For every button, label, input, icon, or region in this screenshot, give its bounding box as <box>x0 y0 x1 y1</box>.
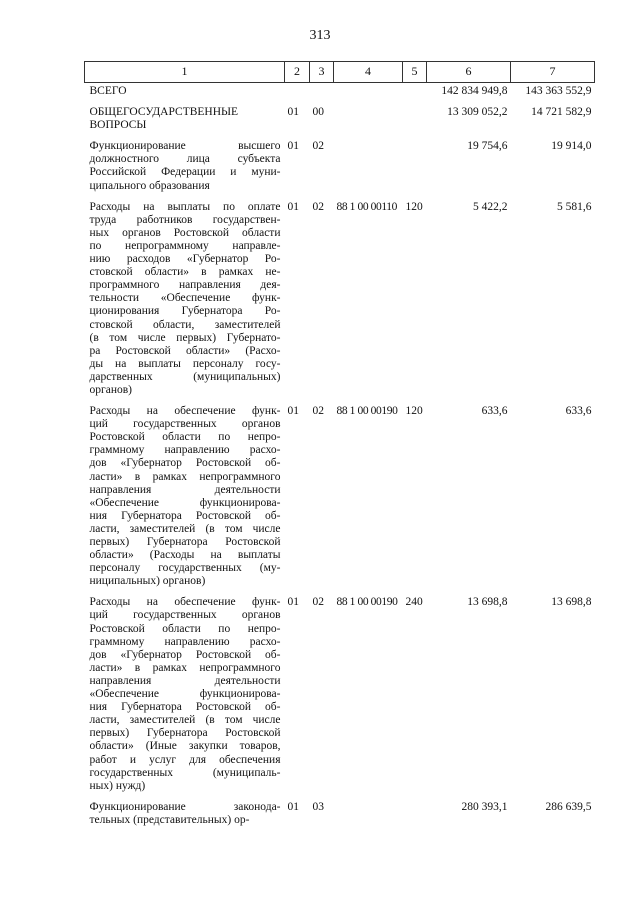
row-name-line: ОБЩЕГОСУДАРСТВЕННЫЕ <box>89 106 239 119</box>
row-name-line: стовской области» в рамках не- <box>89 266 281 279</box>
column-header-target-article: 4 <box>334 62 403 83</box>
table-header-row <box>85 62 595 83</box>
row-name-line: нию расходов «Губернатор Ро- <box>89 253 281 266</box>
row-name-line: области» (Иные закупки товаров, <box>89 740 281 753</box>
row-name-line: первых) Губернатора Ростовской <box>89 727 281 740</box>
column-header-amount-year-1: 6 <box>427 62 511 83</box>
row-name-line: дов «Губернатор Ростовской об- <box>89 648 281 661</box>
row-amount-year-1: 19 754,6 <box>467 140 508 153</box>
row-subsection-code: 02 <box>312 140 324 153</box>
row-name-line: персоналу государственных (му- <box>89 562 281 575</box>
row-name-line: граммному направлению расхо- <box>89 635 281 648</box>
row-amount-year-2: 14 721 582,9 <box>531 106 592 119</box>
row-expense-type <box>403 138 427 198</box>
row-name-line: области» (Расходы на выплаты <box>89 549 281 562</box>
row-name <box>85 799 285 833</box>
row-amount-year-2: 143 363 552,9 <box>525 85 592 97</box>
row-name-line: ды на выплаты персоналу госу- <box>89 357 281 370</box>
row-name-line: граммному направлению расхо- <box>89 444 281 457</box>
row-name-line: по непрограммному направле- <box>89 239 281 252</box>
row-subsection-code: 02 <box>312 596 324 609</box>
row-name-line: «Обеспечение функционирова- <box>89 496 281 509</box>
table-row <box>85 138 595 198</box>
row-target-article: 88 1 00 00110 <box>336 200 397 213</box>
row-name-line: работ и услуг для обеспечения <box>89 753 281 766</box>
row-subsection-code <box>310 83 334 105</box>
budget-table <box>84 61 595 833</box>
row-name <box>85 138 285 198</box>
row-section-code: 01 <box>287 800 299 813</box>
column-header-section: 2 <box>285 62 310 83</box>
row-amount-year-1: 13 309 052,2 <box>447 106 508 119</box>
row-name-line: ниципальных) органов) <box>89 575 206 588</box>
table-row <box>85 83 595 105</box>
row-amount-year-1: 280 393,1 <box>461 800 508 813</box>
page-number: 313 <box>309 28 331 43</box>
row-name-line: государственных (муниципаль- <box>89 766 281 779</box>
row-name-line: ций государственных органов <box>89 418 281 431</box>
row-amount-year-2: 286 639,5 <box>545 800 592 813</box>
row-expense-type <box>403 83 427 105</box>
row-name-line: труда работников государствен- <box>89 213 281 226</box>
row-target-article: 88 1 00 00190 <box>336 405 398 418</box>
row-section-code: 01 <box>287 405 299 418</box>
row-name-line: тельных (представительных) ор- <box>89 813 250 826</box>
row-name-line: ласти, заместителей (в том числе <box>89 714 281 727</box>
row-name-line: ных органов Ростовской области <box>89 226 281 239</box>
row-name-line: дов «Губернатор Ростовской об- <box>89 457 281 470</box>
row-name-line: ципального образования <box>89 179 210 192</box>
row-section-code: 01 <box>287 140 299 153</box>
row-target-article: 88 1 00 00190 <box>336 596 398 609</box>
row-target-article <box>334 138 403 198</box>
row-name-line: ВСЕГО <box>89 85 127 97</box>
row-subsection-code: 03 <box>312 800 324 813</box>
row-amount-year-1: 633,6 <box>481 405 508 418</box>
row-name-line: направления деятельности <box>89 674 281 687</box>
row-subsection-code: 02 <box>312 200 324 213</box>
row-name-line: органов) <box>89 383 132 396</box>
row-name-line: Расходы на выплаты по оплате <box>89 200 281 213</box>
row-expense-type <box>403 104 427 138</box>
row-name-line: ния Губернатора Ростовской об- <box>89 509 281 522</box>
row-name-line: ционирования Губернатора Ро- <box>89 305 281 318</box>
row-subsection-code: 00 <box>312 106 324 119</box>
row-target-article <box>334 799 403 833</box>
row-expense-type: 240 <box>405 596 423 609</box>
row-amount-year-2: 5 581,6 <box>557 200 592 213</box>
table-row <box>85 594 595 798</box>
row-name <box>85 594 285 798</box>
row-name-line: «Обеспечение функционирова- <box>89 688 281 701</box>
row-name-line: дарственных (муниципальных) <box>89 370 281 383</box>
table-row <box>85 799 595 833</box>
row-subsection-code: 02 <box>312 405 324 418</box>
row-amount-year-1: 5 422,2 <box>473 200 508 213</box>
row-name-line: Ростовской области по непро- <box>89 431 281 444</box>
row-name-line: первых) Губернатора Ростовской <box>89 536 281 548</box>
row-name <box>85 199 285 403</box>
row-name-line: (в том числе первых) Губернато- <box>89 331 281 344</box>
row-section-code: 01 <box>287 106 299 119</box>
row-expense-type: 120 <box>405 405 423 418</box>
row-name-line: программного направления дея- <box>89 279 281 292</box>
column-header-amount-year-2: 7 <box>511 62 595 83</box>
row-name-line: Расходы на обеспечение функ- <box>89 405 281 418</box>
row-name-line: ВОПРОСЫ <box>89 119 147 132</box>
row-name <box>85 403 285 594</box>
row-name-line: стовской области, заместителей <box>89 318 281 331</box>
row-amount-year-2: 633,6 <box>565 405 592 418</box>
row-amount-year-1: 13 698,8 <box>467 596 508 609</box>
row-amount-year-2: 13 698,8 <box>551 596 592 609</box>
column-header-subsection: 3 <box>310 62 334 83</box>
row-name-line: направления деятельности <box>89 483 281 496</box>
row-name-line: Ростовской области по непро- <box>89 622 281 635</box>
row-section-code <box>285 83 310 105</box>
row-name <box>85 83 285 105</box>
row-amount-year-2: 19 914,0 <box>551 140 592 153</box>
row-expense-type: 120 <box>405 200 423 213</box>
row-target-article <box>334 83 403 105</box>
row-name-line: Российской Федерации и муни- <box>89 166 281 179</box>
row-section-code: 01 <box>287 200 299 213</box>
row-name-line: ния Губернатора Ростовской об- <box>89 701 281 714</box>
row-expense-type <box>403 799 427 833</box>
row-name-line: тельности «Обеспечение функ- <box>89 292 281 305</box>
row-name-line: ций государственных органов <box>89 609 281 622</box>
column-header-expense-type: 5 <box>403 62 427 83</box>
row-name-line: Расходы на обеспечение функ- <box>89 596 281 609</box>
row-name-line: должностного лица субъекта <box>89 153 281 166</box>
row-target-article <box>334 104 403 138</box>
row-name-line: ра Ростовской области» (Расхо- <box>89 344 281 357</box>
row-name <box>85 104 285 138</box>
table-row <box>85 199 595 403</box>
table-row <box>85 403 595 594</box>
table-body <box>85 83 595 833</box>
column-header-name: 1 <box>85 62 285 83</box>
row-name-line: ласти» в рамках непрограммного <box>89 661 281 674</box>
row-name-line: Функционирование высшего <box>89 140 281 153</box>
table-row <box>85 104 595 138</box>
row-name-line: Функционирование законода- <box>89 800 281 813</box>
row-name-line: ласти, заместителей (в том числе <box>89 522 281 535</box>
row-name-line: ласти» в рамках непрограммного <box>89 470 281 483</box>
row-amount-year-1: 142 834 949,8 <box>441 85 508 97</box>
row-section-code: 01 <box>287 596 299 609</box>
row-name-line: ных) нужд) <box>89 779 146 792</box>
